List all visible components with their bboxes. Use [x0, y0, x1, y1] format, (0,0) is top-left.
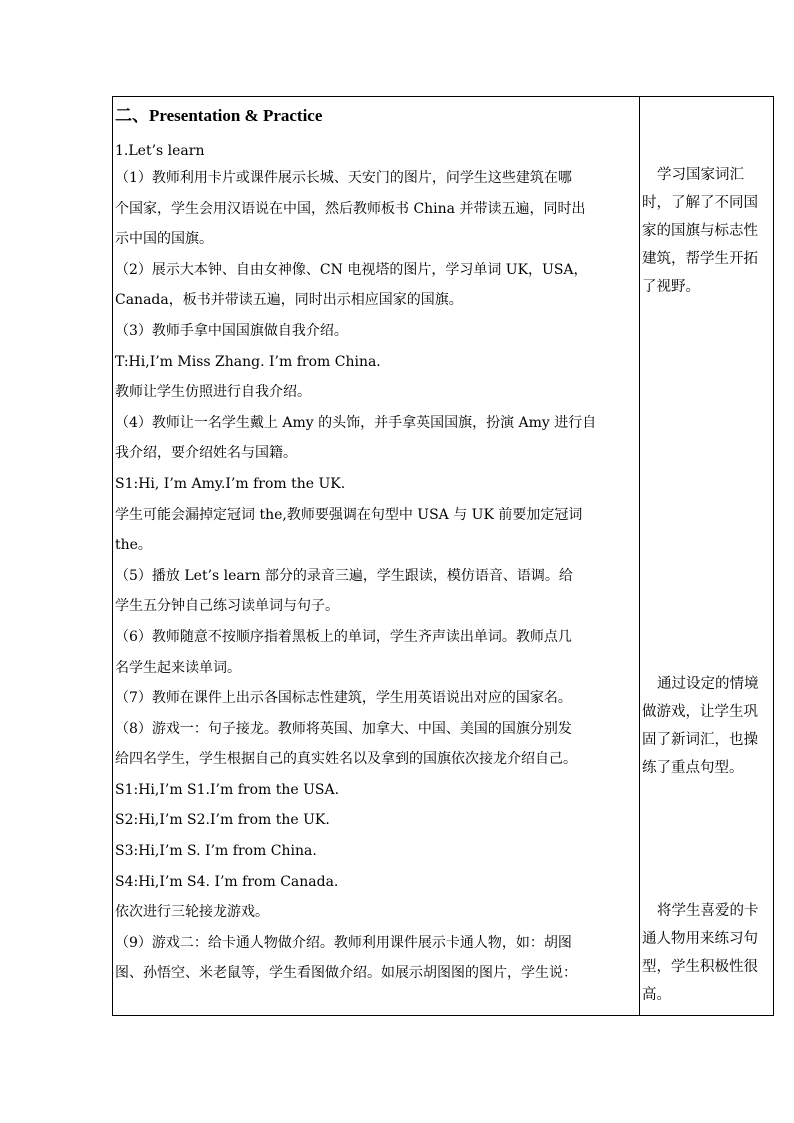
text-line: S1:Hi,I’m S1.I’m from the USA.: [115, 781, 340, 798]
text-line: 依次进行三轮接龙游戏。: [115, 904, 269, 921]
text-line: 图、孙悟空、米老鼠等，学生看图做介绍。如展示胡图图的图片，学生说：: [115, 965, 577, 982]
text-line: S2:Hi,I’m S2.I’m from the UK.: [115, 812, 330, 829]
text-line: S4:Hi,I’m S4. I’m from Canada.: [115, 873, 339, 890]
design-note: 学习国家词汇时，了解了不同国家的国旗与标志性建筑，帮学生开拓了视野。: [642, 167, 758, 295]
design-note: 将学生喜爱的卡通人物用来练习句型，学生积极性很高。: [642, 903, 759, 1003]
table-row: [113, 97, 774, 1016]
text-line: 个国家，学生会用汉语说在中国，然后教师板书 China 并带读五遍，同时出: [115, 200, 586, 217]
procedure-content: [113, 97, 639, 989]
text-line: 1.Let’s learn: [115, 143, 205, 159]
lesson-plan-table: [112, 96, 774, 1016]
text-line: （2）展示大本钟、自由女神像、CN 电视塔的图片，学习单词 UK，USA，: [115, 261, 588, 278]
procedure-text: [115, 139, 639, 989]
text-line: 教师让学生仿照进行自我介绍。: [115, 384, 311, 401]
text-line: （5）播放 Let’s learn 部分的录音三遍，学生跟读，模仿语音、语调。给: [115, 567, 573, 584]
design-note: 通过设定的情境做游戏，让学生巩固了新词汇，也操练了重点句型。: [642, 676, 759, 776]
section-heading: 二、Presentation & Practice: [115, 106, 323, 125]
text-line: 给四名学生，学生根据自己的真实姓名以及拿到的国旗依次接龙介绍自己。: [115, 751, 577, 768]
text-line: （1）教师利用卡片或课件展示长城、天安门的图片，问学生这些建筑在哪: [115, 170, 572, 186]
text-line: the。: [115, 537, 152, 554]
procedure-cell: [113, 97, 640, 1016]
text-line: （7）教师在课件上出示各国标志性建筑，学生用英语说出对应的国家名。: [115, 690, 572, 707]
text-line: Canada，板书并带读五遍，同时出示相应国家的国旗。: [115, 292, 463, 309]
text-line: S1:Hi, I’m Amy.I’m from the UK.: [115, 475, 346, 492]
design-intent-cell: [640, 97, 774, 1016]
text-line: （9）游戏二：给卡通人物做介绍。教师利用课件展示卡通人物，如：胡图: [115, 934, 572, 951]
text-line: 示中国的国旗。: [115, 231, 213, 248]
text-line: （6）教师随意不按顺序指着黑板上的单词，学生齐声读出单词。教师点几: [115, 628, 572, 645]
text-line: （4）教师让一名学生戴上 Amy 的头饰，并手拿英国国旗，扮演 Amy 进行自: [115, 414, 597, 431]
text-line: 名学生起来读单词。: [115, 659, 241, 676]
text-line: 我介绍，要介绍姓名与国籍。: [115, 445, 297, 462]
text-line: 学生可能会漏掉定冠词 the,教师要强调在句型中 USA 与 UK 前要加定冠词: [115, 506, 583, 523]
text-line: （3）教师手拿中国国旗做自我介绍。: [115, 322, 348, 339]
text-line: T:Hi,I’m Miss Zhang. I’m from China.: [115, 353, 381, 370]
text-line: 学生五分钟自己练习读单词与句子。: [115, 598, 339, 615]
text-line: （8）游戏一：句子接龙。教师将英国、加拿大、中国、美国的国旗分别发: [115, 720, 572, 737]
text-line: S3:Hi,I’m S. I’m from China.: [115, 843, 317, 860]
